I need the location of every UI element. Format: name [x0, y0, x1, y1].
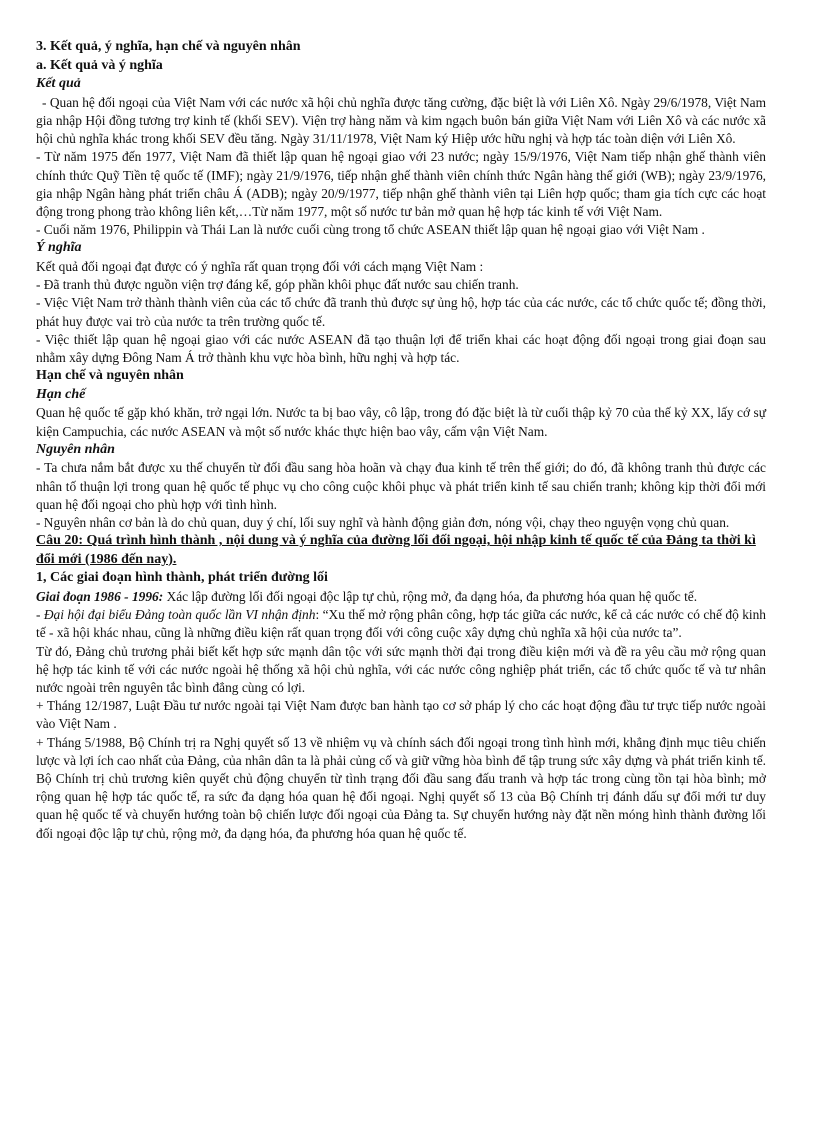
y-nghia-paragraph-2: - Việc Việt Nam trở thành thành viên của các tổ chức đã tranh thủ được sự ủng hộ, hợp tác của các nước, các tổ chức quốc tế; đồng thời, phát huy được vai trò của nước ta trên trường quốc tế.	[36, 295, 766, 329]
y-nghia-label: Ý nghĩa	[36, 240, 82, 256]
dai-hoi-label: - Đại hội đại biểu Đảng toàn quốc lần VI nhận định	[36, 607, 316, 623]
y-nghia-paragraph-3: - Việc thiết lập quan hệ ngoại giao với các nước ASEAN đã tạo thuận lợi để triển khai các hoạt động đối ngoại trong giai đoạn sau nhằm xây dựng Đông Nam Á trở thành khu vực hòa bình, hữu nghị và hợp tác.	[36, 331, 766, 366]
ket-qua-paragraph-3: - Cuối năm 1976, Philippin và Thái Lan là nước cuối cùng trong tổ chức ASEAN thiết lập quan hệ ngoại giao với Việt Nam .	[36, 222, 705, 238]
ket-qua-paragraph-1: - Quan hệ đối ngoại của Việt Nam với các nước xã hội chủ nghĩa được tăng cường, đặc biệt là với Liên Xô. Ngày 29/6/1978, Việt Nam gia nhập Hội đồng tương trợ kinh tế (khối SEV). Viện trợ hàng năm và kim ngạch buôn bán giữa Việt Nam với Liên Xô và các nước xã hội chủ nghĩa khác trong khối SEV đều tăng. Ngày 31/11/1978, Việt Nam ký Hiệp ước hữu nghị và hợp tác toàn diện với Liên Xô.	[36, 94, 766, 147]
giai-doan-text: Xác lập đường lối đối ngoại độc lập tự chủ, rộng mở, đa dạng hóa, đa phương hóa quan hệ quốc tế.	[163, 589, 698, 604]
document-page	[36, 38, 766, 843]
giai-doan-paragraph	[36, 588, 766, 606]
nguyen-nhan-label: Nguyên nhân	[36, 441, 115, 457]
question-20-heading: Câu 20: Quá trình hình thành , nội dung và ý nghĩa của đường lối đối ngoại, hội nhập kinh tế quốc tế của Đảng ta thời kì đổi mới (1986 đến nay).	[36, 533, 756, 567]
dai-hoi-text: : “Xu thế mở rộng phân công, hợp tác giữa các nước, kể cả các nước có chế độ kinh tế - xã hội khác nhau, cũng là những điều kiện rất quan trọng đối với công cuộc xây dựng chủ nghĩa xã hội của nước ta”.	[36, 607, 767, 641]
giai-doan-label: Giai đoạn 1986 - 1996:	[36, 589, 164, 604]
section-1-heading: 1, Các giai đoạn hình thành, phát triển đường lối	[36, 570, 328, 586]
section-3a-heading: a. Kết quả và ý nghĩa	[36, 57, 163, 73]
han-che-heading: Hạn chế và nguyên nhân	[36, 368, 184, 384]
dai-hoi-paragraph	[36, 606, 766, 642]
han-che-paragraph: Quan hệ quốc tế gặp khó khăn, trở ngại lớn. Nước ta bị bao vây, cô lập, trong đó đặc biệt là từ cuối thập kỷ 70 của thế kỷ XX, lấy cớ sự kiện Campuchia, các nước ASEAN và một số nước khác thực hiện bao vây, cấm vận Việt Nam.	[36, 405, 766, 439]
y-nghia-paragraph-1: - Đã tranh thủ được nguồn viện trợ đáng kể, góp phần khôi phục đất nước sau chiến tranh.	[36, 277, 519, 293]
thang-5-1988-paragraph: + Tháng 5/1988, Bộ Chính trị ra Nghị quyết số 13 về nhiệm vụ và chính sách đối ngoại trong tình hình mới, khẳng định mục tiêu chiến lược và lợi ích cao nhất của Đảng, của nhân dân ta là phải củng cố và giữ vững hòa bình để tập trung sức xây dựng và phát triển kinh tế. Bộ Chính trị chủ trương kiên quyết chủ động chuyển từ tình trạng đối đầu sang đấu tranh và hợp tác trong cùng tồn tại hòa bình; mở rộng quan hệ hợp tác quốc tế, ra sức đa dạng hóa quan hệ đối ngoại. Nghị quyết số 13 của Bộ Chính trị đánh dấu sự đổi mới tư duy quan hệ quốc tế và chuyển hướng toàn bộ chiến lược đối ngoại của Đảng ta. Sự chuyển hướng này đặt nền móng hình thành đường lối đối ngoại độc lập tự chủ, rộng mở, đa dạng hóa, đa phương hóa quan hệ quốc tế.	[36, 734, 766, 841]
y-nghia-intro: Kết quả đối ngoại đạt được có ý nghĩa rất quan trọng đối với cách mạng Việt Nam :	[36, 259, 484, 274]
ket-qua-paragraph-2: - Từ năm 1975 đến 1977, Việt Nam đã thiết lập quan hệ ngoại giao với 23 nước; ngày 15/9/1976, Việt Nam tiếp nhận ghế thành viên chính thức Quỹ Tiền tệ quốc tế (IMF); ngày 21/9/1976, tiếp nhận ghế thành viên chính thức Ngân hàng thế giới (WB); ngày 23/9/1976, gia nhập Ngân hàng phát triển châu Á (ADB); ngày 20/9/1977, tiếp nhận ghế thành viên tại Liên hợp quốc; tham gia tích cực các hoạt động trong phong trào không liên kết,…Từ năm 1977, một số nước tư bản mở quan hệ hợp tác kinh tế với Việt Nam.	[36, 149, 766, 219]
ket-qua-label: Kết quả	[36, 76, 81, 92]
han-che-label: Hạn chế	[36, 386, 86, 402]
tu-do-paragraph: Từ đó, Đảng chủ trương phải biết kết hợp sức mạnh dân tộc với sức mạnh thời đại trong điều kiện mới và đề ra yêu cầu mở rộng quan hệ hợp tác kinh tế với các nước ngoài hệ thống xã hội chủ nghĩa, với các nước công nghiệp phát triển, các tổ chức quốc tế và tư nhân nước ngoài trên nguyên tắc bình đẳng cùng có lợi.	[36, 643, 766, 696]
nguyen-nhan-paragraph-1: - Ta chưa nắm bắt được xu thế chuyển từ đối đầu sang hòa hoãn và chạy đua kinh tế trên thế giới; do đó, đã không tranh thủ được các nhân tố thuận lợi trong quan hệ quốc tế phục vụ cho công cuộc khôi phục và phát triển kinh tế sau chiến tranh; không kịp thời đổi mới quan hệ đối ngoại cho phù hợp với tình hình.	[36, 460, 766, 512]
thang-12-1987-paragraph: + Tháng 12/1987, Luật Đầu tư nước ngoài tại Việt Nam được ban hành tạo cơ sở pháp lý cho các hoạt động đầu tư trực tiếp nước ngoài vào Việt Nam .	[36, 698, 766, 732]
nguyen-nhan-paragraph-2: - Nguyên nhân cơ bản là do chủ quan, duy ý chí, lối suy nghĩ và hành động giản đơn, nóng vội, chạy theo nguyện vọng chủ quan.	[36, 515, 730, 531]
section-3-heading: 3. Kết quả, ý nghĩa, hạn chế và nguyên nhân	[36, 39, 301, 54]
